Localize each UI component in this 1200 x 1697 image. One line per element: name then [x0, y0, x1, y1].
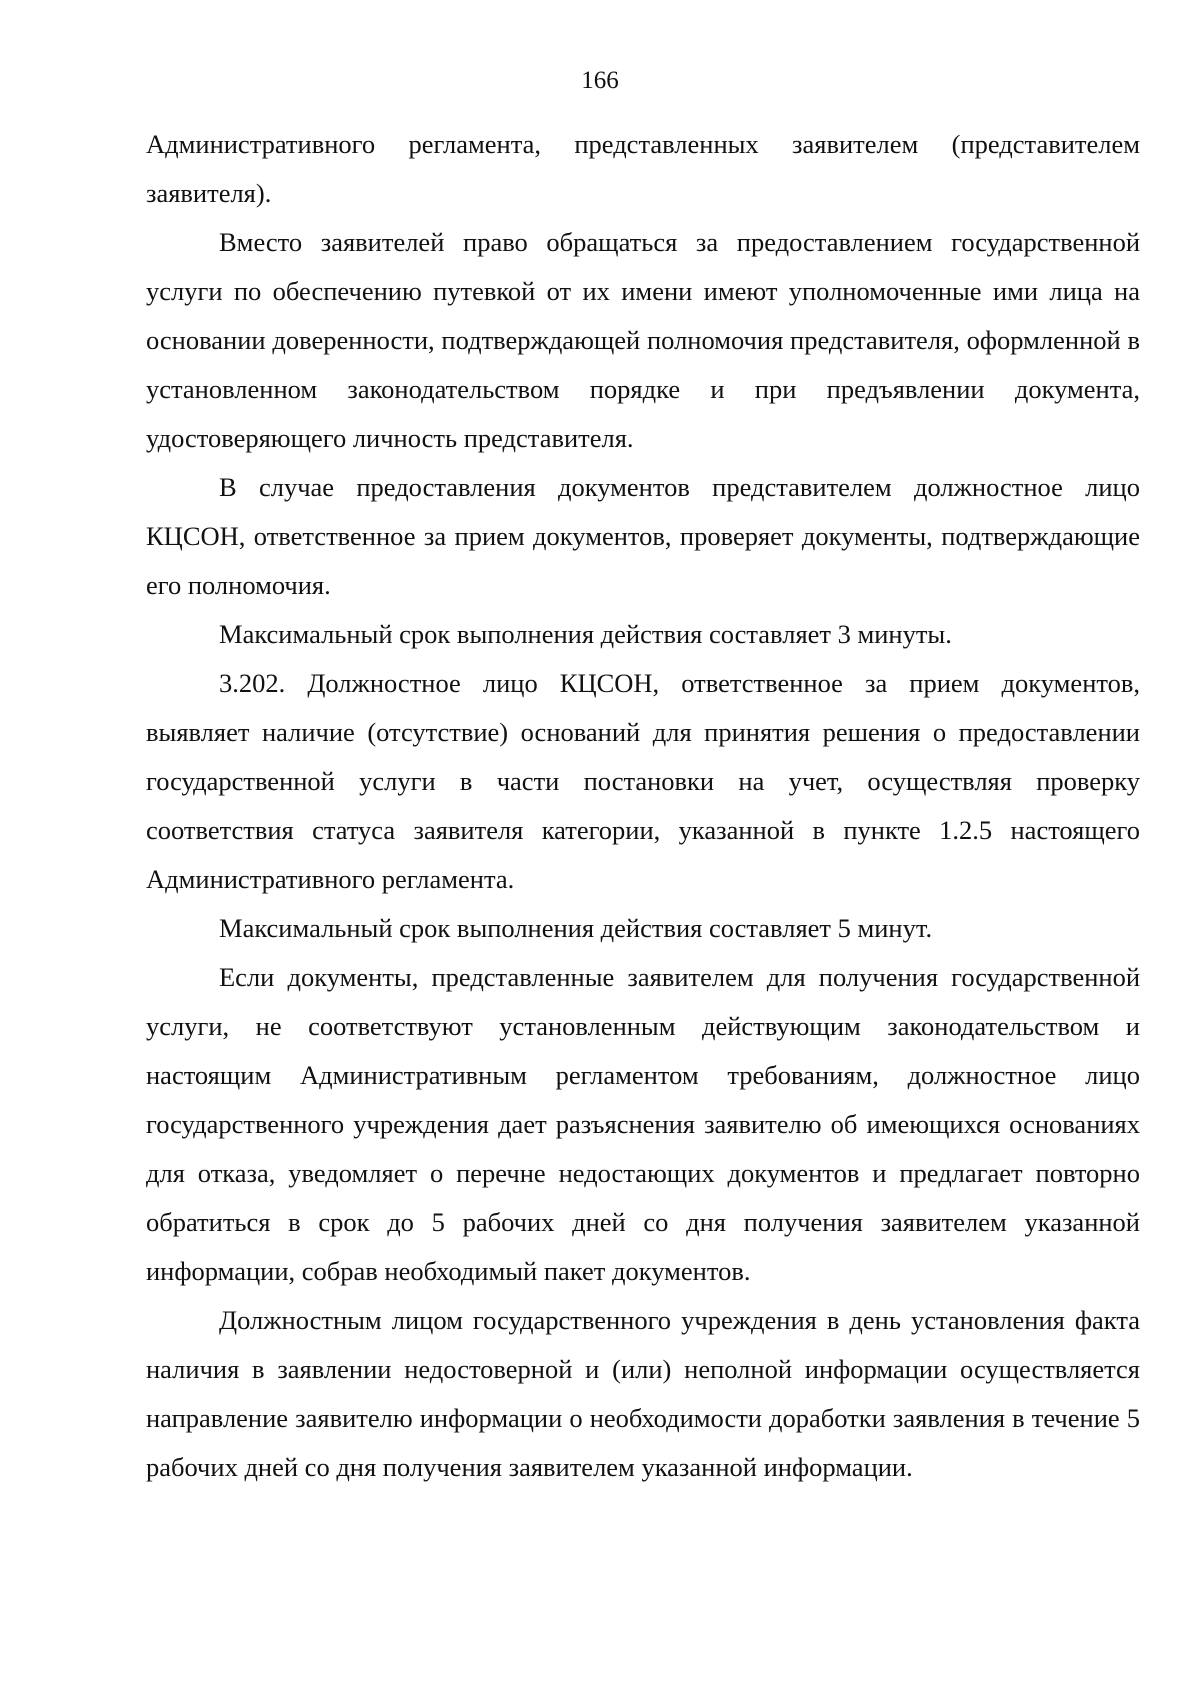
paragraph: Вместо заявителей право обращаться за предоставлением государственной услуги по обеспечению путевкой от их имени имеют уполномоченные ими лица на основании доверенности, подтверждающей полномочия представителя, оформленной в установленном законодательством порядке и при предъявлении документа, удостоверяющего личность представителя.: [146, 227, 1140, 453]
paragraph: Должностным лицом государственного учреждения в день установления факта наличия в заявлении недостоверной и (или) неполной информации осуществляется направление заявителю информации о необходимости доработки заявления в течение 5 рабочих дней со дня получения заявителем указанной информации.: [146, 1305, 1140, 1482]
paragraph: В случае предоставления документов представителем должностное лицо КЦСОН, ответственное за прием документов, проверяет документы, подтверждающие его полномочия.: [146, 472, 1140, 600]
paragraph: Максимальный срок выполнения действия составляет 5 минут.: [219, 913, 933, 943]
page-number: 166: [581, 67, 619, 94]
paragraph: Административного регламента, представленных заявителем (представителем заявителя).: [146, 129, 1140, 208]
paragraph: Максимальный срок выполнения действия составляет 3 минуты.: [219, 619, 952, 649]
document-body: [146, 120, 1140, 1492]
paragraph: Если документы, представленные заявителем для получения государственной услуги, не соответствуют установленным действующим законодательством и настоящим Административным регламентом требованиям, должностное лицо государственного учреждения дает разъяснения заявителю об имеющихся основаниях для отказа, уведомляет о перечне недостающих документов и предлагает повторно обратиться в срок до 5 рабочих дней со дня получения заявителем указанной информации, собрав необходимый пакет документов.: [146, 962, 1140, 1286]
paragraph: 3.202. Должностное лицо КЦСОН, ответственное за прием документов, выявляет наличие (отсутствие) оснований для принятия решения о предоставлении государственной услуги в части постановки на учет, осуществляя проверку соответствия статуса заявителя категории, указанной в пункте 1.2.5 настоящего Административного регламента.: [146, 668, 1140, 894]
